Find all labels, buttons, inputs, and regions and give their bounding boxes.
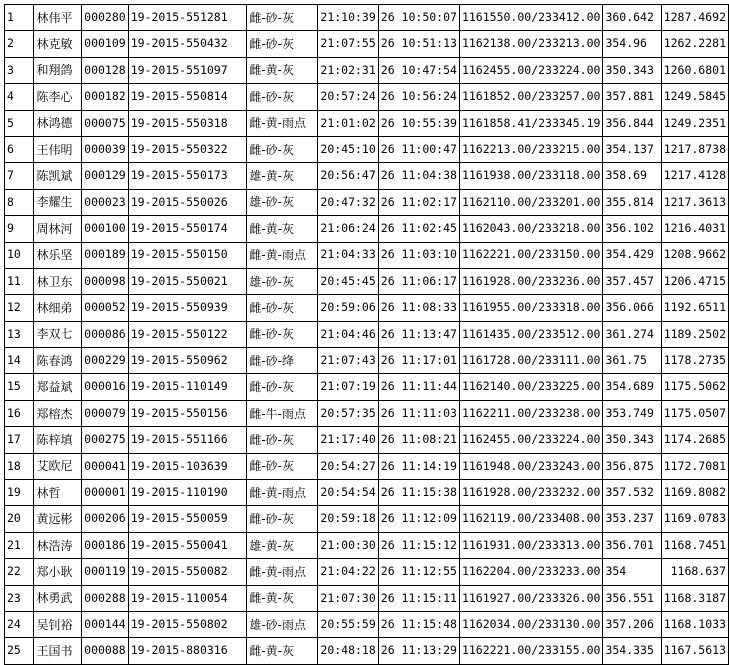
release-time-cell: 21:01:02	[317, 110, 378, 136]
coordinate-cell: 1161955.00/233318.00	[459, 295, 602, 321]
color-cell: 雌-黄-灰	[247, 638, 317, 664]
member-id-cell: 000144	[82, 611, 129, 637]
coordinate-cell: 1162221.00/233150.00	[459, 242, 602, 268]
member-id-cell: 000088	[82, 638, 129, 664]
table-row	[5, 453, 729, 479]
table-row	[5, 189, 729, 215]
name-cell: 郑榕杰	[34, 400, 82, 426]
member-id-cell: 000041	[82, 453, 129, 479]
table-row	[5, 374, 729, 400]
ring-number-cell: 19-2015-103639	[128, 453, 247, 479]
arrival-time-cell: 26 11:06:17	[378, 268, 459, 294]
ring-number-cell: 19-2015-110190	[128, 480, 247, 506]
color-cell: 雌-黄-雨点	[247, 242, 317, 268]
release-time-cell: 20:55:59	[317, 611, 378, 637]
arrival-time-cell: 26 11:15:11	[378, 585, 459, 611]
color-cell: 雌-砂-灰	[247, 31, 317, 57]
color-cell: 雄-砂-雨点	[247, 611, 317, 637]
ring-number-cell: 19-2015-551166	[128, 427, 247, 453]
arrival-time-cell: 26 11:08:33	[378, 295, 459, 321]
table-row	[5, 84, 729, 110]
release-time-cell: 20:45:10	[317, 136, 378, 162]
member-id-cell: 000109	[82, 31, 129, 57]
color-cell: 雌-黄-灰	[247, 585, 317, 611]
table-row	[5, 532, 729, 558]
name-cell: 黄远彬	[34, 506, 82, 532]
color-cell: 雌-黄-雨点	[247, 559, 317, 585]
rank-cell: 13	[5, 321, 34, 347]
ring-number-cell: 19-2015-550026	[128, 189, 247, 215]
rank-cell: 12	[5, 295, 34, 321]
name-cell: 郑益斌	[34, 374, 82, 400]
distance-cell: 357.881	[603, 84, 661, 110]
distance-cell: 356.066	[603, 295, 661, 321]
arrival-time-cell: 26 11:11:44	[378, 374, 459, 400]
coordinate-cell: 1161852.00/233257.00	[459, 84, 602, 110]
rank-cell: 22	[5, 559, 34, 585]
member-id-cell: 000189	[82, 242, 129, 268]
distance-cell: 353.237	[603, 506, 661, 532]
coordinate-cell: 1162034.00/233130.00	[459, 611, 602, 637]
member-id-cell: 000098	[82, 268, 129, 294]
distance-cell: 361.75	[603, 348, 661, 374]
race-results-table	[4, 4, 729, 665]
table-row	[5, 611, 729, 637]
arrival-time-cell: 26 11:04:38	[378, 163, 459, 189]
speed-cell: 1262.2281	[661, 31, 728, 57]
coordinate-cell: 1162455.00/233224.00	[459, 57, 602, 83]
coordinate-cell: 1161550.00/233412.00	[459, 5, 602, 31]
ring-number-cell: 19-2015-550322	[128, 136, 247, 162]
speed-cell: 1168.7451	[661, 532, 728, 558]
ring-number-cell: 19-2015-550021	[128, 268, 247, 294]
distance-cell: 356.844	[603, 110, 661, 136]
ring-number-cell: 19-2015-880316	[128, 638, 247, 664]
color-cell: 雌-砂-绛	[247, 348, 317, 374]
coordinate-cell: 1162211.00/233238.00	[459, 400, 602, 426]
rank-cell: 6	[5, 136, 34, 162]
table-row	[5, 136, 729, 162]
arrival-time-cell: 26 11:11:03	[378, 400, 459, 426]
rank-cell: 4	[5, 84, 34, 110]
ring-number-cell: 19-2015-551097	[128, 57, 247, 83]
ring-number-cell: 19-2015-550802	[128, 611, 247, 637]
arrival-time-cell: 26 11:14:19	[378, 453, 459, 479]
name-cell: 和翔鸽	[34, 57, 82, 83]
distance-cell: 354.689	[603, 374, 661, 400]
table-row	[5, 110, 729, 136]
coordinate-cell: 1161728.00/233111.00	[459, 348, 602, 374]
table-row	[5, 242, 729, 268]
member-id-cell: 000016	[82, 374, 129, 400]
coordinate-cell: 1162140.00/233225.00	[459, 374, 602, 400]
name-cell: 陈梓填	[34, 427, 82, 453]
arrival-time-cell: 26 11:12:55	[378, 559, 459, 585]
release-time-cell: 21:07:30	[317, 585, 378, 611]
color-cell: 雌-黄-灰	[247, 216, 317, 242]
name-cell: 王伟明	[34, 136, 82, 162]
name-cell: 郑小耿	[34, 559, 82, 585]
name-cell: 林细弟	[34, 295, 82, 321]
arrival-time-cell: 26 10:51:13	[378, 31, 459, 57]
release-time-cell: 21:07:43	[317, 348, 378, 374]
release-time-cell: 20:47:32	[317, 189, 378, 215]
distance-cell: 356.701	[603, 532, 661, 558]
ring-number-cell: 19-2015-550122	[128, 321, 247, 347]
name-cell: 艾欧尼	[34, 453, 82, 479]
color-cell: 雄-黄-灰	[247, 532, 317, 558]
ring-number-cell: 19-2015-550059	[128, 506, 247, 532]
rank-cell: 23	[5, 585, 34, 611]
rank-cell: 11	[5, 268, 34, 294]
distance-cell: 357.206	[603, 611, 661, 637]
color-cell: 雌-砂-灰	[247, 84, 317, 110]
coordinate-cell: 1161927.00/233326.00	[459, 585, 602, 611]
name-cell: 王国书	[34, 638, 82, 664]
member-id-cell: 000206	[82, 506, 129, 532]
release-time-cell: 20:59:18	[317, 506, 378, 532]
release-time-cell: 21:17:40	[317, 427, 378, 453]
ring-number-cell: 19-2015-110149	[128, 374, 247, 400]
coordinate-cell: 1161931.00/233313.00	[459, 532, 602, 558]
table-row	[5, 268, 729, 294]
color-cell: 雌-砂-灰	[247, 5, 317, 31]
speed-cell: 1249.2351	[661, 110, 728, 136]
speed-cell: 1175.5062	[661, 374, 728, 400]
distance-cell: 357.532	[603, 480, 661, 506]
coordinate-cell: 1161928.00/233236.00	[459, 268, 602, 294]
speed-cell: 1189.2502	[661, 321, 728, 347]
rank-cell: 20	[5, 506, 34, 532]
coordinate-cell: 1162110.00/233201.00	[459, 189, 602, 215]
speed-cell: 1249.5845	[661, 84, 728, 110]
member-id-cell: 000229	[82, 348, 129, 374]
table-row	[5, 5, 729, 31]
color-cell: 雄-黄-灰	[247, 163, 317, 189]
ring-number-cell: 19-2015-550174	[128, 216, 247, 242]
color-cell: 雌-砂-灰	[247, 136, 317, 162]
release-time-cell: 21:06:24	[317, 216, 378, 242]
member-id-cell: 000039	[82, 136, 129, 162]
release-time-cell: 21:02:31	[317, 57, 378, 83]
table-row	[5, 559, 729, 585]
color-cell: 雌-黄-灰	[247, 57, 317, 83]
coordinate-cell: 1162043.00/233218.00	[459, 216, 602, 242]
coordinate-cell: 1161858.41/233345.19	[459, 110, 602, 136]
member-id-cell: 000075	[82, 110, 129, 136]
distance-cell: 353.749	[603, 400, 661, 426]
name-cell: 林鸿德	[34, 110, 82, 136]
release-time-cell: 20:56:47	[317, 163, 378, 189]
release-time-cell: 20:54:54	[317, 480, 378, 506]
results-sheet	[4, 4, 729, 665]
rank-cell: 5	[5, 110, 34, 136]
ring-number-cell: 19-2015-550939	[128, 295, 247, 321]
table-row	[5, 57, 729, 83]
distance-cell: 350.343	[603, 57, 661, 83]
color-cell: 雄-砂-灰	[247, 268, 317, 294]
speed-cell: 1167.5613	[661, 638, 728, 664]
ring-number-cell: 19-2015-550962	[128, 348, 247, 374]
arrival-time-cell: 26 11:12:09	[378, 506, 459, 532]
name-cell: 李双七	[34, 321, 82, 347]
member-id-cell: 000119	[82, 559, 129, 585]
ring-number-cell: 19-2015-550432	[128, 31, 247, 57]
release-time-cell: 20:45:45	[317, 268, 378, 294]
speed-cell: 1175.0507	[661, 400, 728, 426]
name-cell: 陈李心	[34, 84, 82, 110]
name-cell: 李耀生	[34, 189, 82, 215]
coordinate-cell: 1162213.00/233215.00	[459, 136, 602, 162]
coordinate-cell: 1162455.00/233224.00	[459, 427, 602, 453]
distance-cell: 356.551	[603, 585, 661, 611]
table-body	[5, 5, 729, 665]
rank-cell: 24	[5, 611, 34, 637]
member-id-cell: 000086	[82, 321, 129, 347]
name-cell: 吴钊裕	[34, 611, 82, 637]
arrival-time-cell: 26 11:13:47	[378, 321, 459, 347]
arrival-time-cell: 26 11:02:17	[378, 189, 459, 215]
member-id-cell: 000001	[82, 480, 129, 506]
speed-cell: 1174.2685	[661, 427, 728, 453]
distance-cell: 356.102	[603, 216, 661, 242]
arrival-time-cell: 26 11:15:12	[378, 532, 459, 558]
table-row	[5, 295, 729, 321]
coordinate-cell: 1162138.00/233213.00	[459, 31, 602, 57]
arrival-time-cell: 26 11:17:01	[378, 348, 459, 374]
table-row	[5, 585, 729, 611]
release-time-cell: 21:00:30	[317, 532, 378, 558]
name-cell: 林克敏	[34, 31, 82, 57]
coordinate-cell: 1162221.00/233155.00	[459, 638, 602, 664]
color-cell: 雌-黄-雨点	[247, 480, 317, 506]
rank-cell: 7	[5, 163, 34, 189]
arrival-time-cell: 26 11:00:47	[378, 136, 459, 162]
release-time-cell: 20:54:27	[317, 453, 378, 479]
distance-cell: 360.642	[603, 5, 661, 31]
rank-cell: 10	[5, 242, 34, 268]
name-cell: 林乐坚	[34, 242, 82, 268]
distance-cell: 354	[603, 559, 661, 585]
table-row	[5, 638, 729, 664]
rank-cell: 17	[5, 427, 34, 453]
release-time-cell: 21:07:55	[317, 31, 378, 57]
name-cell: 林伟平	[34, 5, 82, 31]
distance-cell: 361.274	[603, 321, 661, 347]
member-id-cell: 000275	[82, 427, 129, 453]
ring-number-cell: 19-2015-550150	[128, 242, 247, 268]
release-time-cell: 21:07:19	[317, 374, 378, 400]
coordinate-cell: 1162119.00/233408.00	[459, 506, 602, 532]
rank-cell: 9	[5, 216, 34, 242]
color-cell: 雌-砂-灰	[247, 374, 317, 400]
arrival-time-cell: 26 10:55:39	[378, 110, 459, 136]
color-cell: 雌-砂-灰	[247, 506, 317, 532]
ring-number-cell: 19-2015-550173	[128, 163, 247, 189]
distance-cell: 358.69	[603, 163, 661, 189]
rank-cell: 21	[5, 532, 34, 558]
rank-cell: 8	[5, 189, 34, 215]
arrival-time-cell: 26 11:15:48	[378, 611, 459, 637]
distance-cell: 354.96	[603, 31, 661, 57]
speed-cell: 1287.4692	[661, 5, 728, 31]
member-id-cell: 000280	[82, 5, 129, 31]
ring-number-cell: 19-2015-550814	[128, 84, 247, 110]
rank-cell: 2	[5, 31, 34, 57]
distance-cell: 350.343	[603, 427, 661, 453]
rank-cell: 1	[5, 5, 34, 31]
speed-cell: 1216.4031	[661, 216, 728, 242]
member-id-cell: 000128	[82, 57, 129, 83]
distance-cell: 354.137	[603, 136, 661, 162]
release-time-cell: 21:10:39	[317, 5, 378, 31]
table-row	[5, 506, 729, 532]
rank-cell: 3	[5, 57, 34, 83]
speed-cell: 1217.3613	[661, 189, 728, 215]
distance-cell: 356.875	[603, 453, 661, 479]
speed-cell: 1260.6801	[661, 57, 728, 83]
color-cell: 雄-砂-灰	[247, 189, 317, 215]
coordinate-cell: 1162204.00/233233.00	[459, 559, 602, 585]
speed-cell: 1217.4128	[661, 163, 728, 189]
rank-cell: 25	[5, 638, 34, 664]
name-cell: 林哲	[34, 480, 82, 506]
ring-number-cell: 19-2015-550156	[128, 400, 247, 426]
distance-cell: 357.457	[603, 268, 661, 294]
speed-cell: 1168.1033	[661, 611, 728, 637]
rank-cell: 15	[5, 374, 34, 400]
member-id-cell: 000182	[82, 84, 129, 110]
coordinate-cell: 1161938.00/233118.00	[459, 163, 602, 189]
member-id-cell: 000079	[82, 400, 129, 426]
name-cell: 林卫东	[34, 268, 82, 294]
arrival-time-cell: 26 11:13:29	[378, 638, 459, 664]
member-id-cell: 000288	[82, 585, 129, 611]
color-cell: 雌-牛-雨点	[247, 400, 317, 426]
speed-cell: 1217.8738	[661, 136, 728, 162]
name-cell: 林勇武	[34, 585, 82, 611]
arrival-time-cell: 26 11:15:38	[378, 480, 459, 506]
ring-number-cell: 19-2015-550082	[128, 559, 247, 585]
arrival-time-cell: 26 11:02:45	[378, 216, 459, 242]
table-row	[5, 31, 729, 57]
speed-cell: 1169.0783	[661, 506, 728, 532]
arrival-time-cell: 26 10:56:24	[378, 84, 459, 110]
ring-number-cell: 19-2015-550318	[128, 110, 247, 136]
speed-cell: 1172.7081	[661, 453, 728, 479]
coordinate-cell: 1161928.00/233232.00	[459, 480, 602, 506]
color-cell: 雌-砂-灰	[247, 295, 317, 321]
release-time-cell: 20:48:18	[317, 638, 378, 664]
arrival-time-cell: 26 11:03:10	[378, 242, 459, 268]
rank-cell: 19	[5, 480, 34, 506]
ring-number-cell: 19-2015-110054	[128, 585, 247, 611]
member-id-cell: 000052	[82, 295, 129, 321]
release-time-cell: 21:04:33	[317, 242, 378, 268]
table-row	[5, 216, 729, 242]
name-cell: 陈春鸿	[34, 348, 82, 374]
member-id-cell: 000100	[82, 216, 129, 242]
speed-cell: 1178.2735	[661, 348, 728, 374]
arrival-time-cell: 26 10:50:07	[378, 5, 459, 31]
speed-cell: 1168.637	[661, 559, 728, 585]
member-id-cell: 000186	[82, 532, 129, 558]
release-time-cell: 20:57:35	[317, 400, 378, 426]
rank-cell: 14	[5, 348, 34, 374]
ring-number-cell: 19-2015-550041	[128, 532, 247, 558]
color-cell: 雌-砂-灰	[247, 453, 317, 479]
member-id-cell: 000023	[82, 189, 129, 215]
arrival-time-cell: 26 10:47:54	[378, 57, 459, 83]
distance-cell: 354.429	[603, 242, 661, 268]
color-cell: 雌-砂-灰	[247, 427, 317, 453]
arrival-time-cell: 26 11:08:21	[378, 427, 459, 453]
rank-cell: 18	[5, 453, 34, 479]
speed-cell: 1168.3187	[661, 585, 728, 611]
speed-cell: 1208.9662	[661, 242, 728, 268]
table-row	[5, 321, 729, 347]
release-time-cell: 21:04:46	[317, 321, 378, 347]
speed-cell: 1169.8082	[661, 480, 728, 506]
name-cell: 周林河	[34, 216, 82, 242]
speed-cell: 1206.4715	[661, 268, 728, 294]
release-time-cell: 21:04:22	[317, 559, 378, 585]
release-time-cell: 20:57:24	[317, 84, 378, 110]
table-row	[5, 348, 729, 374]
table-row	[5, 480, 729, 506]
color-cell: 雌-黄-雨点	[247, 110, 317, 136]
distance-cell: 354.335	[603, 638, 661, 664]
name-cell: 林浩涛	[34, 532, 82, 558]
member-id-cell: 000129	[82, 163, 129, 189]
ring-number-cell: 19-2015-551281	[128, 5, 247, 31]
table-row	[5, 163, 729, 189]
coordinate-cell: 1161948.00/233243.00	[459, 453, 602, 479]
table-row	[5, 427, 729, 453]
release-time-cell: 20:59:06	[317, 295, 378, 321]
rank-cell: 16	[5, 400, 34, 426]
color-cell: 雌-砂-灰	[247, 321, 317, 347]
coordinate-cell: 1161435.00/233512.00	[459, 321, 602, 347]
table-row	[5, 400, 729, 426]
distance-cell: 355.814	[603, 189, 661, 215]
name-cell: 陈凯斌	[34, 163, 82, 189]
speed-cell: 1192.6511	[661, 295, 728, 321]
